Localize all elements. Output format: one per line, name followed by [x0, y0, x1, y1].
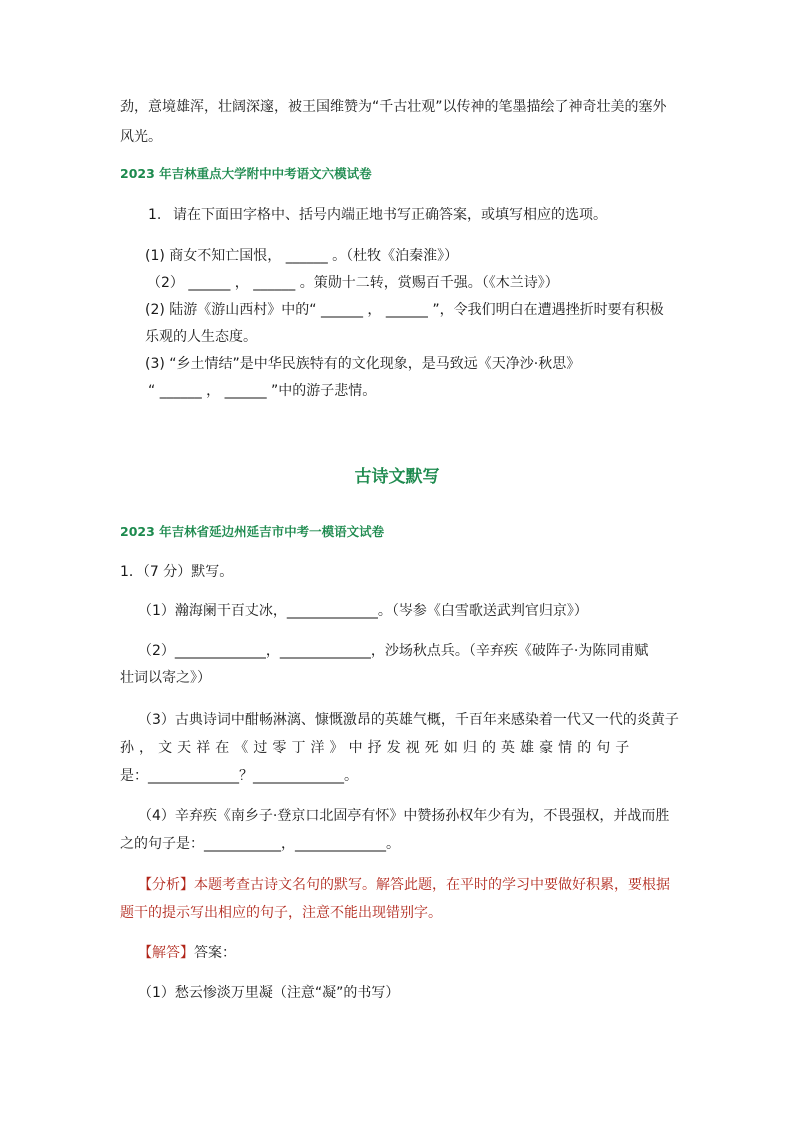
question-line: 1．（7 分）默写。: [120, 564, 234, 580]
exam-header: 2023 年吉林重点大学附中中考语文六模试卷: [120, 166, 372, 181]
answer-text: 答案：: [194, 945, 236, 961]
question-text: 请在下面田字格中、括号内端正地书写正确答案，或填写相应的选项。: [173, 207, 607, 223]
question-item: （4）辛弃疾《南乡子·登京口北固亭有怀》中赞扬孙权年少有为，不畏强权，并战而胜: [138, 808, 670, 824]
section-title: 古诗文默写: [354, 467, 440, 487]
question-item: （2） ______ ， ______ 。策勋十二转，赏赐百千强。（《木兰诗》）: [147, 275, 559, 291]
answer-label: 【解答】: [138, 945, 194, 961]
question-item: 之的句子是：___________，_____________。: [120, 836, 400, 852]
analysis-text: 【分析】本题考查古诗文名句的默写。解答此题，在平时的学习中要做好积累，要根据: [138, 877, 670, 893]
answer-line: [138, 943, 236, 963]
question-item: （2）_____________，_____________，沙场秋点兵。（辛弃疾《破阵子·为陈同甫赋: [138, 643, 649, 659]
exam-header: 2023 年吉林省延边州延吉市中考一模语文试卷: [120, 524, 385, 539]
analysis-text: 题干的提示写出相应的句子，注意不能出现错别字。: [120, 905, 442, 921]
question-item: “ ______ ， ______ ”中的游子悲情。: [148, 383, 377, 399]
question-item: （3）古典诗词中酣畅淋漓、慷慨激昂的英雄气概，千百年来感染着一代又一代的炎黄子: [138, 712, 679, 728]
paragraph-line: 风光。: [120, 129, 162, 145]
paragraph-line: 劲，意境雄浑，壮阔深邃，被王国维赞为“千古壮观”以传神的笔墨描绘了神奇壮美的塞外: [120, 99, 667, 115]
question-item: (3) “乡土情结”是中华民族特有的文化现象，是马致远《天净沙·秋思》: [145, 356, 581, 372]
question-number: 1.: [148, 207, 162, 223]
answer-item: （1）愁云惨淡万里凝（注意“凝”的书写）: [138, 985, 400, 1001]
question-item: 壮词以寄之》）: [120, 670, 211, 686]
question-item: (2) 陆游《游山西村》中的“ ______ ， ______ ”，令我们明白在遭遇挫折时要有积极: [145, 302, 664, 318]
question-item: (1) 商女不知亡国恨， ______ 。（杜牧《泊秦淮》）: [145, 248, 459, 264]
question-item: 乐观的人生态度。: [145, 329, 257, 345]
question-item: 是：_____________？_____________。: [120, 768, 358, 784]
question-item: 孙 ， 文 天 祥 在 《 过 零 丁 洋 》 中 抒 发 视 死 如 归 的 英 雄 豪 情 的 句 子: [120, 740, 630, 756]
question-item: （1）瀚海阑干百丈冰，_____________。（岑参《白雪歌送武判官归京》）: [138, 603, 588, 619]
